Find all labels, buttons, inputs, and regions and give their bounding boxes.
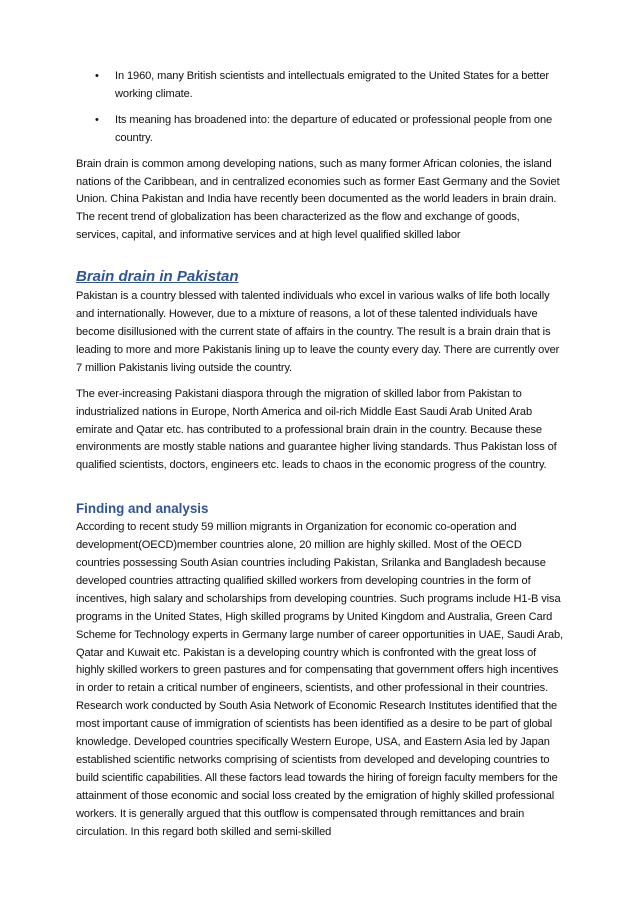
section-heading-finding-analysis: Finding and analysis [76,501,209,517]
bullet-list [76,68,564,148]
bullet-text: In 1960, many British scientists and intellectuals emigrated to the United States for a better working climate. [115,70,549,100]
section-heading-brain-drain-pakistan: Brain drain in Pakistan [76,268,239,286]
paragraph: Pakistan is a country blessed with talented individuals who excel in various walks of life both locally and internationally. However, due to a mixture of reasons, a lot of these talented individuals have become disillusioned with the current state of affairs in the country. The result is a brain drain that is leading to more and more Pakistanis lining up to leave the county every day. There are currently over 7 million Pakistanis living outside the country. [76,290,560,374]
paragraph: The ever-increasing Pakistani diaspora through the migration of skilled labor from Pakistan to industrialized nations in Europe, North America and oil-rich Middle East Saudi Arab United Arab emirate and Qatar etc. has contributed to a professional brain drain in the country. Because these environments are mostly stable nations and guarantee higher living standards. Thus Pakistan loss of qualified scientists, doctors, engineers etc. leads to chaos in the economic progress of the country. [76,387,557,472]
paragraph: According to recent study 59 million migrants in Organization for economic co-operation and development(OECD)member countries alone, 20 million are highly skilled. Most of the OECD countries possessing South Asian countries including Pakistan, Srilanka and Bangladesh because developed countries attracting qualified skilled workers from developing countries in the form of incentives, high salary and scholarships from developing countries. Such programs include H1-B visa programs in the United States, High skilled programs by United Kingdom and Australia, Green Card Scheme for Technology experts in Germany large number of career opportunities in UAE, Saudi Arab, Qatar and Kuwait etc. Pakistan is a developing country which is confronted with the great loss of highly skilled workers to green pastures and for compensating that government offers high incentives in order to retain a critical number of engineers, scientists, and other professional in their countries. Research work conducted by South Asia Network of Economic Research Institutes identified that the most important cause of immigration of scientists has been identified as a desire to be part of global knowledge. Developed countries specifically Western Europe, USA, and Eastern Asia led by Japan established scientific networks comprising of scientists from developed and developing countries to build scientific capabilities. All these factors lead towards the hiring of foreign faculty members for the attainment of those economic and social loss created by the emigration of highly skilled professional workers. It is generally argued that this outflow is compensated through remittances and brain circulation. In this regard both skilled and semi-skilled [76,521,564,838]
intro-paragraph: Brain drain is common among developing nations, such as many former African colonies, the island nations of the Caribbean, and in centralized economies such as former East Germany and the Soviet Union. China Pakistan and India have recently been documented as the world leaders in brain drain. The recent trend of globalization has been characterized as the flow and exchange of goods, services, capital, and informative services and at high level qualified skilled labor [76,157,560,242]
list-item [76,112,564,148]
document-body [76,68,564,850]
list-item [76,68,564,104]
bullet-text: Its meaning has broadened into: the departure of educated or professional people from one country. [115,113,553,144]
bullet-icon: • [95,70,99,82]
bullet-icon: • [95,113,99,126]
